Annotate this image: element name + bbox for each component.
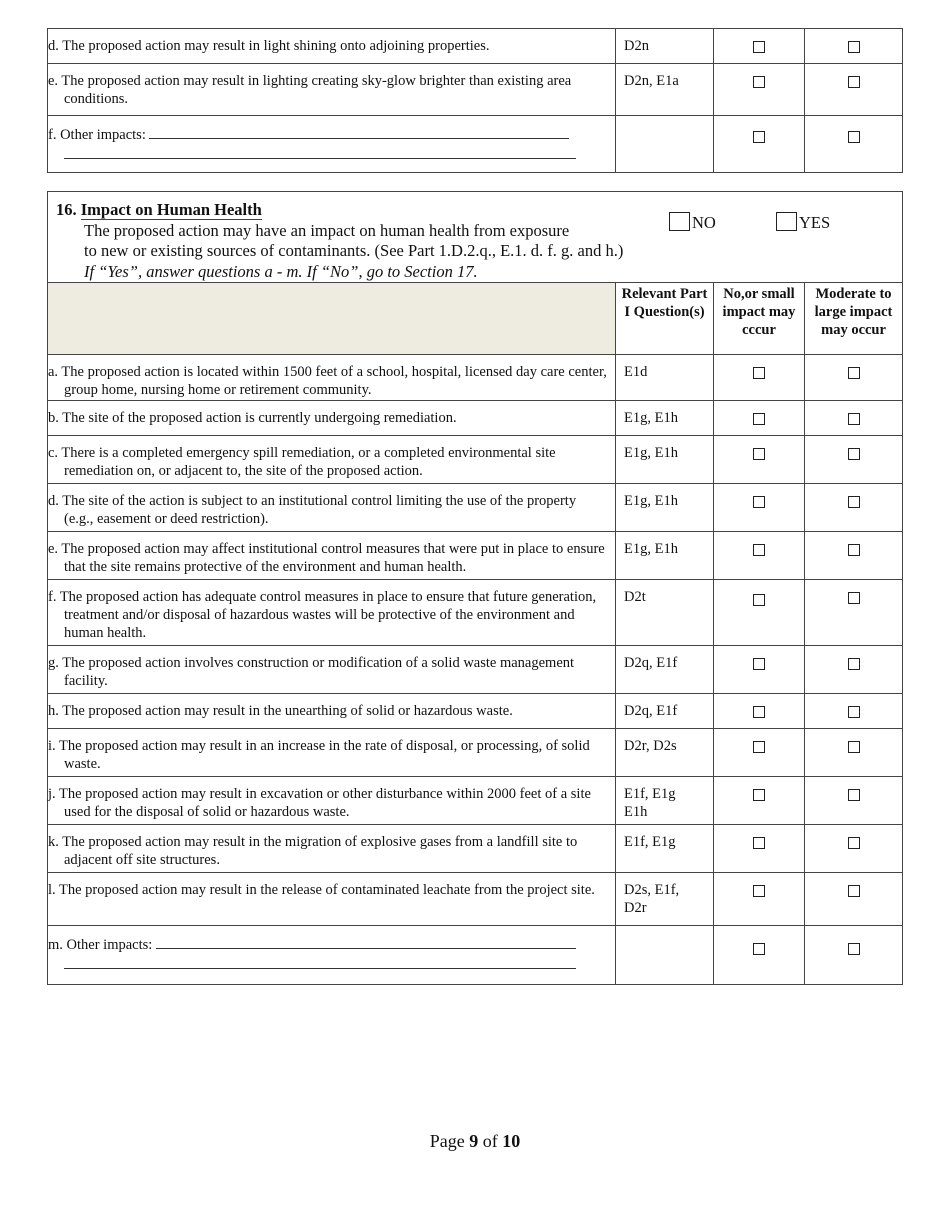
question-ref: D2t <box>616 580 714 646</box>
small-impact-checkbox[interactable] <box>753 943 765 955</box>
section-title: Impact on Human Health <box>80 200 262 219</box>
question-text: c. There is a completed emergency spill remediation, or a completed environmental site remediation on, or adjacent to, the site of the proposed action. <box>48 436 616 484</box>
question-ref: E1g, E1h <box>616 532 714 580</box>
other-impacts-line[interactable] <box>156 934 576 949</box>
table-row <box>48 401 903 436</box>
table-row <box>48 484 903 532</box>
large-impact-checkbox[interactable] <box>848 592 860 604</box>
question-text: b. The site of the proposed action is currently undergoing remediation. <box>48 401 616 436</box>
question-ref: D2n <box>616 29 714 64</box>
question-text: l. The proposed action may result in the release of contaminated leachate from the project site. <box>48 873 616 926</box>
table-row <box>48 926 903 985</box>
question-ref <box>616 926 714 985</box>
moderate-impact-header: Moderate to large impact may occur <box>805 283 903 355</box>
large-impact-checkbox[interactable] <box>848 706 860 718</box>
small-impact-checkbox[interactable] <box>753 413 765 425</box>
small-impact-checkbox[interactable] <box>753 41 765 53</box>
page-prefix: Page <box>429 1131 465 1151</box>
large-impact-checkbox[interactable] <box>848 943 860 955</box>
no-checkbox[interactable] <box>669 212 690 231</box>
table-row <box>48 825 903 873</box>
large-impact-checkbox[interactable] <box>848 789 860 801</box>
column-header-row <box>48 283 903 355</box>
question-ref: D2r, D2s <box>616 729 714 777</box>
large-impact-checkbox[interactable] <box>848 131 860 143</box>
page-total: 10 <box>502 1131 521 1151</box>
question-text: i. The proposed action may result in an increase in the rate of disposal, or processing, of solid waste. <box>48 729 616 777</box>
question-ref: E1d <box>616 355 714 401</box>
question-ref <box>616 873 714 926</box>
no-option[interactable] <box>669 212 716 234</box>
table-row <box>48 580 903 646</box>
small-impact-checkbox[interactable] <box>753 448 765 460</box>
section-header <box>48 192 903 283</box>
question-ref: E1g, E1h <box>616 436 714 484</box>
table-row <box>48 694 903 729</box>
small-impact-checkbox[interactable] <box>753 658 765 670</box>
small-impact-checkbox[interactable] <box>753 885 765 897</box>
question-ref <box>616 116 714 173</box>
question-text: g. The proposed action involves construction or modification of a solid waste management facility. <box>48 646 616 694</box>
question-ref <box>616 777 714 825</box>
human-health-table <box>47 191 903 985</box>
section-instruction: If “Yes”, answer questions a - m. If “No”, go to Section 17. <box>84 261 478 281</box>
large-impact-checkbox[interactable] <box>848 837 860 849</box>
question-ref: D2n, E1a <box>616 64 714 116</box>
table-row <box>48 873 903 926</box>
section-description-1: The proposed action may have an impact on human health from exposure <box>84 220 570 240</box>
small-impact-header: No,or small impact may cccur <box>714 283 805 355</box>
yes-checkbox[interactable] <box>776 212 797 231</box>
question-ref: E1g, E1h <box>616 484 714 532</box>
question-text: j. The proposed action may result in excavation or other disturbance within 2000 feet of a site used for the disposal of solid or hazardous waste. <box>48 777 616 825</box>
small-impact-checkbox[interactable] <box>753 837 765 849</box>
yes-option[interactable] <box>776 212 830 234</box>
small-impact-checkbox[interactable] <box>753 594 765 606</box>
lighting-impacts-table <box>47 28 903 173</box>
table-row <box>48 355 903 401</box>
large-impact-checkbox[interactable] <box>848 76 860 88</box>
large-impact-checkbox[interactable] <box>848 658 860 670</box>
small-impact-checkbox[interactable] <box>753 76 765 88</box>
table-row <box>48 436 903 484</box>
question-ref: E1f, E1g <box>616 825 714 873</box>
page-of: of <box>482 1131 498 1151</box>
small-impact-checkbox[interactable] <box>753 496 765 508</box>
relevant-question-header: Relevant Part I Question(s) <box>616 283 714 355</box>
section-description-2: to new or existing sources of contaminants. (See Part 1.D.2.q., E.1. d. f. g. and h.) <box>84 241 624 260</box>
question-text: d. The proposed action may result in light shining onto adjoining properties. <box>48 29 616 64</box>
large-impact-checkbox[interactable] <box>848 741 860 753</box>
table-row <box>48 777 903 825</box>
table-row <box>48 729 903 777</box>
other-impacts-label: m. Other impacts: <box>48 937 153 953</box>
other-impacts-line-2[interactable] <box>64 144 576 159</box>
page-number: 9 <box>469 1131 479 1151</box>
table-row <box>48 29 903 64</box>
large-impact-checkbox[interactable] <box>848 544 860 556</box>
small-impact-checkbox[interactable] <box>753 367 765 379</box>
large-impact-checkbox[interactable] <box>848 448 860 460</box>
small-impact-checkbox[interactable] <box>753 789 765 801</box>
table-row <box>48 532 903 580</box>
question-text: d. The site of the action is subject to an institutional control limiting the use of the property (e.g., easement or deed restriction). <box>48 484 616 532</box>
small-impact-checkbox[interactable] <box>753 131 765 143</box>
other-impacts-line-2[interactable] <box>64 954 576 969</box>
small-impact-checkbox[interactable] <box>753 741 765 753</box>
header-shaded-cell <box>48 283 616 355</box>
question-text: e. The proposed action may affect institutional control measures that were put in place to ensure that the site remains protective of the environment and human health. <box>48 532 616 580</box>
question-ref: D2q, E1f <box>616 694 714 729</box>
question-text: k. The proposed action may result in the migration of explosive gases from a landfill site to adjacent off site structures. <box>48 825 616 873</box>
page-footer <box>0 1131 950 1152</box>
question-text: h. The proposed action may result in the unearthing of solid or hazardous waste. <box>48 694 616 729</box>
question-ref: E1g, E1h <box>616 401 714 436</box>
other-impacts-label: f. Other impacts: <box>48 127 146 143</box>
no-label: NO <box>692 213 716 232</box>
large-impact-checkbox[interactable] <box>848 41 860 53</box>
table-row <box>48 64 903 116</box>
question-text: f. The proposed action has adequate control measures in place to ensure that future generation, treatment and/or disposal of hazardous wastes will be protective of the environment and human health. <box>48 580 616 646</box>
small-impact-checkbox[interactable] <box>753 706 765 718</box>
yes-label: YES <box>799 213 831 232</box>
table-row <box>48 646 903 694</box>
question-ref: D2q, E1f <box>616 646 714 694</box>
question-ref-text: D2s, E1f, D2r <box>624 882 680 916</box>
question-ref-text: E1f, E1g E1h <box>624 786 676 820</box>
section-number: 16. <box>56 200 77 219</box>
question-text: e. The proposed action may result in lighting creating sky-glow brighter than existing area conditions. <box>48 64 616 116</box>
large-impact-checkbox[interactable] <box>848 413 860 425</box>
large-impact-checkbox[interactable] <box>848 885 860 897</box>
table-row <box>48 116 903 173</box>
question-text: a. The proposed action is located within 1500 feet of a school, hospital, licensed day care center, group home, nursing home or retirement community. <box>48 355 616 401</box>
small-impact-checkbox[interactable] <box>753 544 765 556</box>
other-impacts-line[interactable] <box>149 124 569 139</box>
large-impact-checkbox[interactable] <box>848 496 860 508</box>
large-impact-checkbox[interactable] <box>848 367 860 379</box>
